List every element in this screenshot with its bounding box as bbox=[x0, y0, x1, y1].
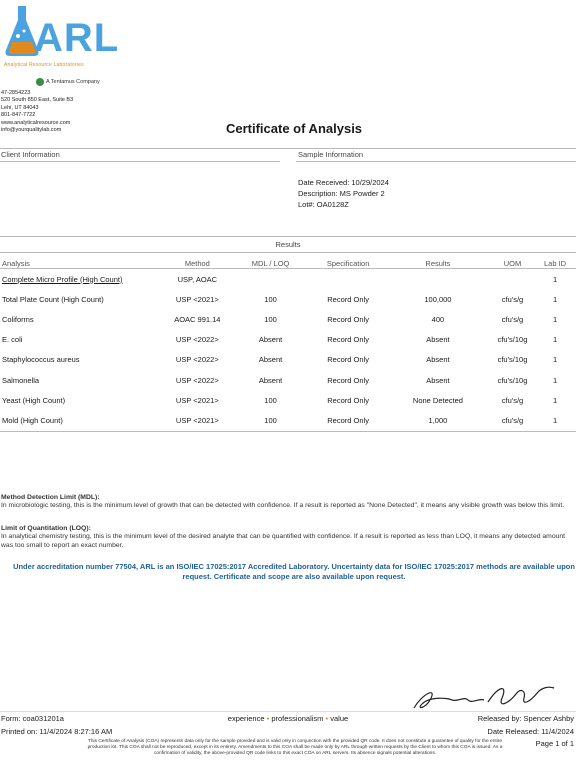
released-by: Released by: Spencer Ashby bbox=[477, 714, 574, 723]
cell-result: 1,000 bbox=[428, 415, 448, 425]
cell-specification: Record Only bbox=[327, 294, 369, 304]
sample-description: Description: MS Powder 2 bbox=[298, 189, 385, 198]
cell-result: Absent bbox=[426, 335, 450, 345]
cell-uom: cfu's/10g bbox=[497, 375, 528, 385]
cell-analysis: Staphylococcus aureus bbox=[2, 355, 80, 365]
printed-on: Printed on: 11/4/2024 8:27:16 AM bbox=[1, 727, 113, 736]
results-heading: Results bbox=[275, 240, 301, 249]
signature-image bbox=[408, 680, 558, 718]
address-line: 47-2854223 bbox=[1, 90, 31, 96]
cell-uom: cfu's/g bbox=[501, 314, 524, 324]
col-lab-id: Lab ID bbox=[534, 258, 576, 269]
cell-lab-id: 1 bbox=[552, 294, 558, 304]
form-id: Form: coa031201a bbox=[1, 714, 64, 723]
cell-method: USP <2022> bbox=[175, 355, 219, 365]
table-row bbox=[0, 410, 576, 430]
cell-method: USP <2022> bbox=[175, 335, 219, 345]
loq-title: Limit of Quantitation (LOQ): bbox=[1, 525, 91, 532]
col-uom: UOM bbox=[491, 258, 534, 269]
table-row bbox=[0, 370, 576, 390]
cell-method: AOAC 991.14 bbox=[174, 314, 221, 324]
cell-mdl-loq: Absent bbox=[258, 355, 283, 365]
cell-analysis: Salmonella bbox=[2, 375, 40, 385]
address-line: 520 South 850 East, Suite B3 bbox=[1, 97, 74, 104]
loq-text: In analytical chemistry testing, this is the minimum level of the desired analyte that can be quantified with confidence. If a result is reported as less than LOQ, it means any detected amount was too small to report an exact number. bbox=[1, 533, 566, 549]
accreditation-statement: Under accreditation number 77504, ARL is an ISO/IEC 17025:2017 Accredited Laboratory. Uncertainty data for ISO/IEC 17025:2017 methods are available upon request. Certificate and scope are also available upon request. bbox=[13, 562, 575, 581]
divider bbox=[296, 161, 576, 162]
coa-disclaimer: This Certificate of Analysis (COA) represents data only for the sample provided and is valid only in conjunction with the provided QR code. It does not constitute a guarantee of quality for the entire production lot. This COA shall not be reproduced, except in its entirety. Amendments to this COA shall be made only by ARL through written requests by the Client to whom this COA is issued. As a confirmation of validity, the above-provided QR code links to this exact COA on ARL servers. Its absence signals potential alterations. bbox=[87, 739, 503, 756]
cell-mdl-loq: 100 bbox=[264, 314, 277, 324]
cell-lab-id: 1 bbox=[552, 355, 558, 365]
col-mdl-loq: MDL / LOQ bbox=[230, 258, 311, 269]
address-line: Lehi, UT 84043 bbox=[1, 104, 39, 111]
divider bbox=[0, 431, 576, 432]
results-table bbox=[0, 258, 576, 431]
motto-experience: experience bbox=[227, 714, 265, 723]
table-header-row bbox=[0, 258, 576, 269]
lot-number: Lot#: OA0128Z bbox=[298, 200, 349, 209]
divider bbox=[0, 711, 576, 712]
cell-specification: Record Only bbox=[327, 415, 369, 425]
table-row bbox=[0, 289, 576, 309]
motto-separator-icon: • bbox=[266, 714, 270, 723]
cell-specification bbox=[311, 269, 385, 290]
page-number: Page 1 of 1 bbox=[535, 739, 574, 748]
cell-method: USP <2021> bbox=[175, 294, 219, 304]
cell-lab-id: 1 bbox=[552, 395, 558, 405]
address-line: 801-847-7722 bbox=[1, 112, 36, 119]
cell-lab-id: 1 bbox=[552, 274, 558, 284]
divider bbox=[0, 161, 280, 162]
mdl-note bbox=[1, 494, 571, 511]
col-specification: Specification bbox=[311, 258, 385, 269]
lab-logo-subtitle: Analytical Resource Laboratories bbox=[4, 62, 84, 68]
cell-lab-id: 1 bbox=[552, 335, 558, 345]
cell-uom: cfu's/g bbox=[501, 395, 524, 405]
cell-method: USP <2021> bbox=[175, 395, 219, 405]
tentamus-icon bbox=[36, 78, 44, 86]
cell-analysis[interactable]: Complete Micro Profile (High Count) bbox=[2, 274, 123, 284]
sample-info-heading: Sample Information bbox=[298, 150, 364, 159]
divider bbox=[0, 148, 576, 149]
cell-specification: Record Only bbox=[327, 335, 369, 345]
cell-result: 100,000 bbox=[424, 294, 452, 304]
motto-value: value bbox=[330, 714, 349, 723]
table-row bbox=[0, 350, 576, 370]
cell-lab-id: 1 bbox=[552, 415, 558, 425]
cell-specification: Record Only bbox=[327, 355, 369, 365]
cell-method: USP <2022> bbox=[175, 375, 219, 385]
cell-result bbox=[385, 269, 491, 290]
cell-analysis: Total Plate Count (High Count) bbox=[2, 294, 104, 304]
cell-mdl-loq bbox=[230, 269, 311, 290]
divider bbox=[0, 236, 576, 237]
cell-uom: cfu's/10g bbox=[497, 355, 528, 365]
cell-uom: cfu's/10g bbox=[497, 335, 528, 345]
cell-mdl-loq: 100 bbox=[264, 415, 277, 425]
cell-result: Absent bbox=[426, 355, 450, 365]
cell-lab-id: 1 bbox=[552, 314, 558, 324]
table-row bbox=[0, 390, 576, 410]
col-results: Results bbox=[385, 258, 491, 269]
cell-specification: Record Only bbox=[327, 395, 369, 405]
divider bbox=[0, 252, 576, 253]
mdl-text: In microbiologic testing, this is the minimum level of growth that can be detected with confidence. If a result is reported as "None Detected", it means any visible growth was below this limit. bbox=[1, 502, 565, 510]
lab-logo-text: ARL bbox=[34, 16, 120, 60]
cell-result: Absent bbox=[426, 375, 450, 385]
cell-mdl-loq: 100 bbox=[264, 294, 277, 304]
cell-result: 400 bbox=[431, 314, 445, 324]
cell-analysis: Mold (High Count) bbox=[2, 415, 63, 425]
cell-lab-id: 1 bbox=[552, 375, 558, 385]
cell-uom: cfu's/g bbox=[501, 415, 524, 425]
cell-method: USP, AOAC bbox=[177, 274, 218, 284]
mdl-title: Method Detection Limit (MDL): bbox=[1, 494, 100, 501]
motto-separator-icon: • bbox=[325, 714, 329, 723]
cell-mdl-loq: Absent bbox=[258, 335, 283, 345]
address-line[interactable]: www.analyticalresource.com bbox=[1, 119, 71, 126]
cell-analysis: Coliforms bbox=[2, 314, 34, 324]
cell-result: None Detected bbox=[412, 395, 463, 405]
cell-uom: cfu's/g bbox=[501, 294, 524, 304]
date-released: Date Released: 11/4/2024 bbox=[487, 727, 574, 736]
loq-note bbox=[1, 525, 571, 550]
client-info-heading: Client Information bbox=[1, 150, 60, 159]
page-title: Certificate of Analysis bbox=[225, 121, 363, 136]
table-row bbox=[0, 269, 576, 290]
cell-specification: Record Only bbox=[327, 314, 369, 324]
cell-analysis: Yeast (High Count) bbox=[2, 395, 66, 405]
table-row bbox=[0, 330, 576, 350]
parent-company: A Tentamus Company bbox=[46, 79, 100, 85]
tentamus-badge bbox=[36, 78, 100, 86]
table-row bbox=[0, 309, 576, 329]
cell-mdl-loq: Absent bbox=[258, 375, 283, 385]
cell-analysis: E. coli bbox=[2, 335, 23, 345]
col-analysis: Analysis bbox=[0, 258, 165, 269]
motto-professionalism: professionalism bbox=[271, 714, 324, 723]
cell-mdl-loq: 100 bbox=[264, 395, 277, 405]
address-line[interactable]: info@yourqualitylab.com bbox=[1, 127, 62, 134]
col-method: Method bbox=[165, 258, 230, 269]
cell-uom bbox=[491, 269, 534, 290]
cell-method: USP <2021> bbox=[175, 415, 219, 425]
cell-specification: Record Only bbox=[327, 375, 369, 385]
date-received: Date Received: 10/29/2024 bbox=[298, 178, 389, 187]
